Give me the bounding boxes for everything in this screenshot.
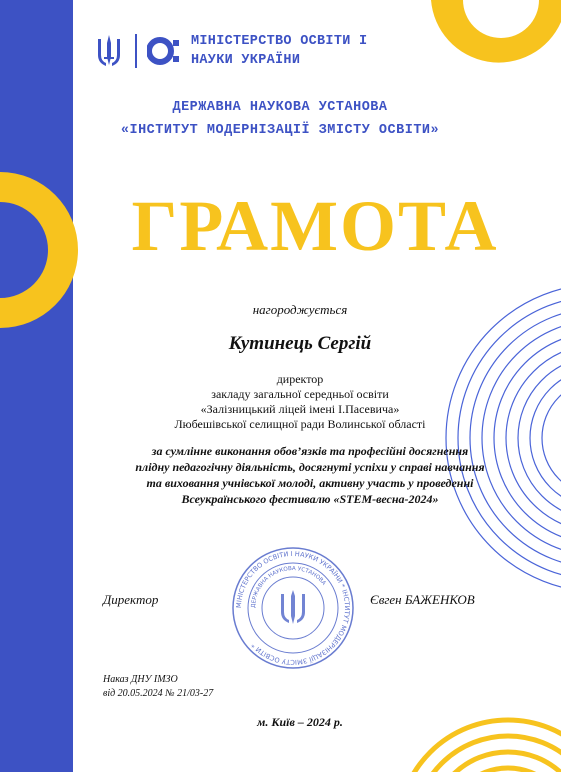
institution-line2: «ІНСТИТУТ МОДЕРНІЗАЦІЇ ЗМІСТУ ОСВІТИ»	[120, 123, 440, 138]
ministry-name-line2: НАУКИ УКРАЇНИ	[191, 53, 301, 68]
recipient-name: Кутинець Сергій	[228, 333, 372, 354]
seal-outer-text: МІНІСТЕРСТВО ОСВІТИ І НАУКИ УКРАЇНИ * ІНСТИТУТ МОДЕРНІЗАЦІЇ ЗМІСТУ ОСВІТИ *	[234, 549, 352, 667]
left-yellow-arc	[0, 172, 78, 328]
city-date: м. Київ – 2024 р.	[257, 715, 343, 729]
institution-line1: ДЕРЖАВНА НАУКОВА УСТАНОВА	[172, 100, 388, 115]
position-line: директор	[276, 372, 324, 386]
logo-divider	[135, 34, 137, 68]
bottom-yellow-arcs	[398, 720, 561, 772]
signature-name: Євген БАЖЕНКОВ	[370, 592, 475, 607]
position-line: Любешівської селищної ради Волинської області	[174, 417, 426, 431]
ministry-name-line1: МІНІСТЕРСТВО ОСВІТИ І	[191, 34, 368, 49]
ministry-name	[191, 32, 367, 70]
position-line: «Залізницький ліцей імені І.Пасевича»	[200, 402, 400, 416]
official-seal-icon	[231, 546, 355, 670]
reason-line: за сумлінне виконання обов’язків та професійні досягнення	[151, 444, 469, 458]
seal-inner-text: ДЕРЖАВНА НАУКОВА УСТАНОВА	[250, 565, 327, 609]
position-line: закладу загальної середньої освіти	[211, 387, 389, 401]
awarded-text: нагороджується	[252, 302, 348, 317]
order-date: від 20.05.2024 № 21/03-27	[103, 688, 214, 699]
right-blue-arcs	[446, 284, 561, 592]
trident-icon	[95, 33, 123, 69]
mon-logo-icon	[147, 34, 179, 68]
reason-line: та виховання учнівської молоді, активну участь у проведенні	[146, 476, 474, 490]
ministry-logo	[95, 32, 367, 70]
certificate-title: ГРАМОТА	[131, 186, 499, 266]
reason-line: Всеукраїнського фестивалю «STEM-весна-2024»	[181, 492, 439, 506]
order-reference: Наказ ДНУ ІМЗО	[103, 674, 178, 685]
signature-title: Директор	[103, 592, 159, 607]
reason-line: плідну педагогічну діяльність, досягнуті успіхи у справі навчання	[135, 460, 485, 474]
